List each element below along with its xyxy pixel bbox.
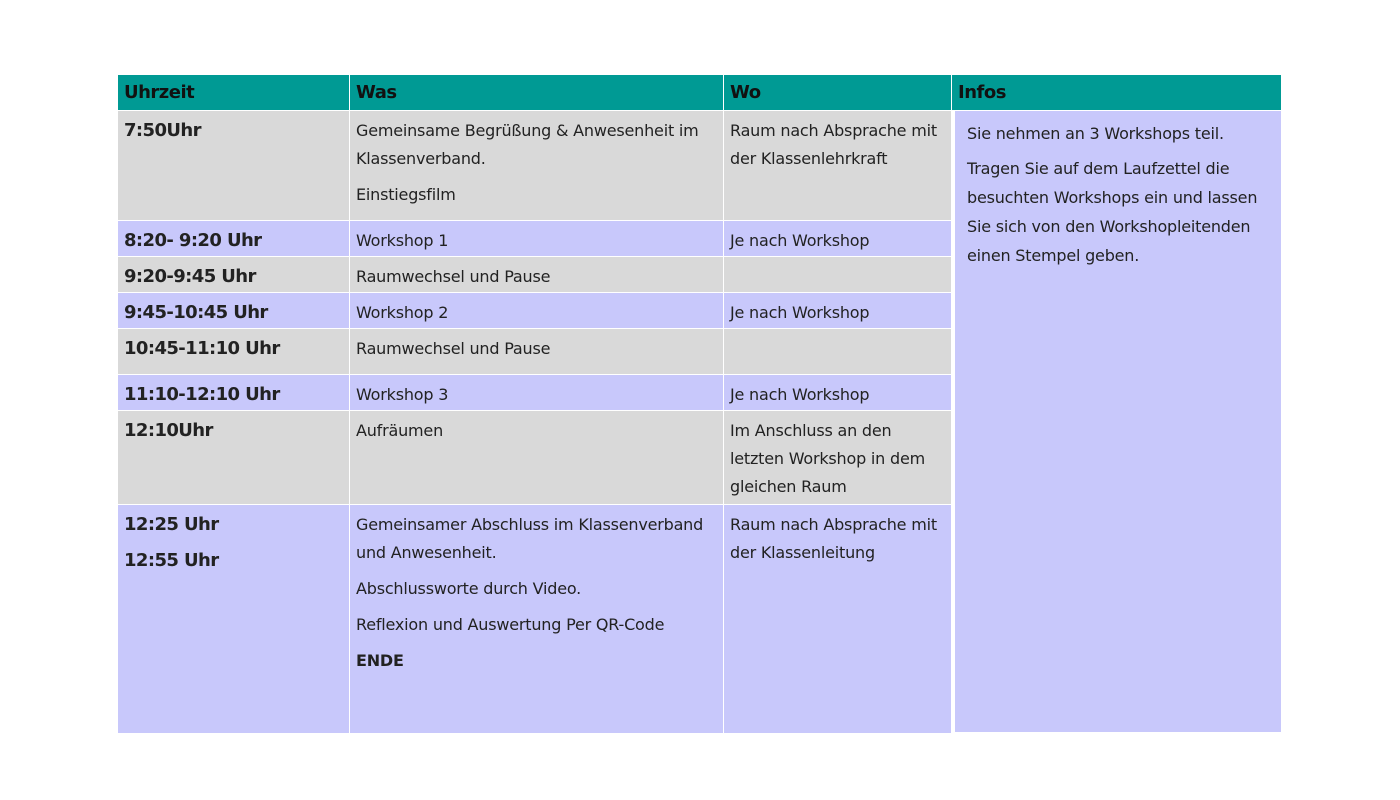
row-1-where-text: Raum nach Absprache mit der Klassenlehrkraft (730, 121, 937, 168)
row-8-time-end: 12:55 Uhr (124, 550, 219, 571)
header-uhrzeit: Uhrzeit (118, 75, 350, 111)
row-2-what: Workshop 1 (350, 221, 724, 257)
row-3-time: 9:20-9:45 Uhr (118, 257, 350, 293)
row-4-what: Workshop 2 (350, 293, 724, 329)
row-8-what-end: ENDE (356, 651, 404, 670)
row-8-time-start: 12:25 Uhr (124, 514, 219, 535)
row-8-where: Raum nach Absprache mit der Klassenleitung (724, 505, 952, 734)
row-8-what-text-2: Abschlussworte durch Video. (356, 579, 582, 598)
info-panel (952, 111, 1282, 733)
row-2-where: Je nach Workshop (724, 221, 952, 257)
row-8-what (350, 505, 724, 734)
row-4-where: Je nach Workshop (724, 293, 952, 329)
row-8-time (118, 505, 350, 734)
row-3-where (724, 257, 952, 293)
row-7-what: Aufräumen (350, 411, 724, 505)
row-7-time: 12:10Uhr (118, 411, 350, 505)
row-5-time: 10:45-11:10 Uhr (118, 329, 350, 375)
row-2-time: 8:20- 9:20 Uhr (118, 221, 350, 257)
row-7-where: Im Anschluss an den letzten Workshop in dem gleichen Raum (724, 411, 952, 505)
row-6-time: 11:10-12:10 Uhr (118, 375, 350, 411)
schedule-table (118, 75, 1282, 734)
row-5-what: Raumwechsel und Pause (350, 329, 724, 375)
header-infos: Infos (952, 75, 1282, 111)
row-5-where (724, 329, 952, 375)
row-1-time (118, 111, 350, 221)
row-4-time: 9:45-10:45 Uhr (118, 293, 350, 329)
row-8-what-text-3: Reflexion und Auswertung Per QR-Code (356, 615, 665, 634)
row-1-time-text: 7:50Uhr (124, 120, 201, 141)
row-1-where (724, 111, 952, 221)
row-3-what: Raumwechsel und Pause (350, 257, 724, 293)
header-wo: Wo (724, 75, 952, 111)
row-1-what-text-1: Gemeinsame Begrüßung & Anwesenheit im Klassenverband. (356, 121, 699, 168)
row-1-what (350, 111, 724, 221)
row-8-what-text-1: Gemeinsamer Abschluss im Klassenverband und Anwesenheit. (356, 515, 704, 562)
row-6-what: Workshop 3 (350, 375, 724, 411)
info-text-2: Tragen Sie auf dem Laufzettel die besuchten Workshops ein und lassen Sie sich von den Workshopleitenden einen Stempel geben. (967, 159, 1258, 265)
info-text-1: Sie nehmen an 3 Workshops teil. (967, 124, 1224, 143)
row-1-what-text-2: Einstiegsfilm (356, 185, 456, 204)
header-was: Was (350, 75, 724, 111)
row-6-where: Je nach Workshop (724, 375, 952, 411)
